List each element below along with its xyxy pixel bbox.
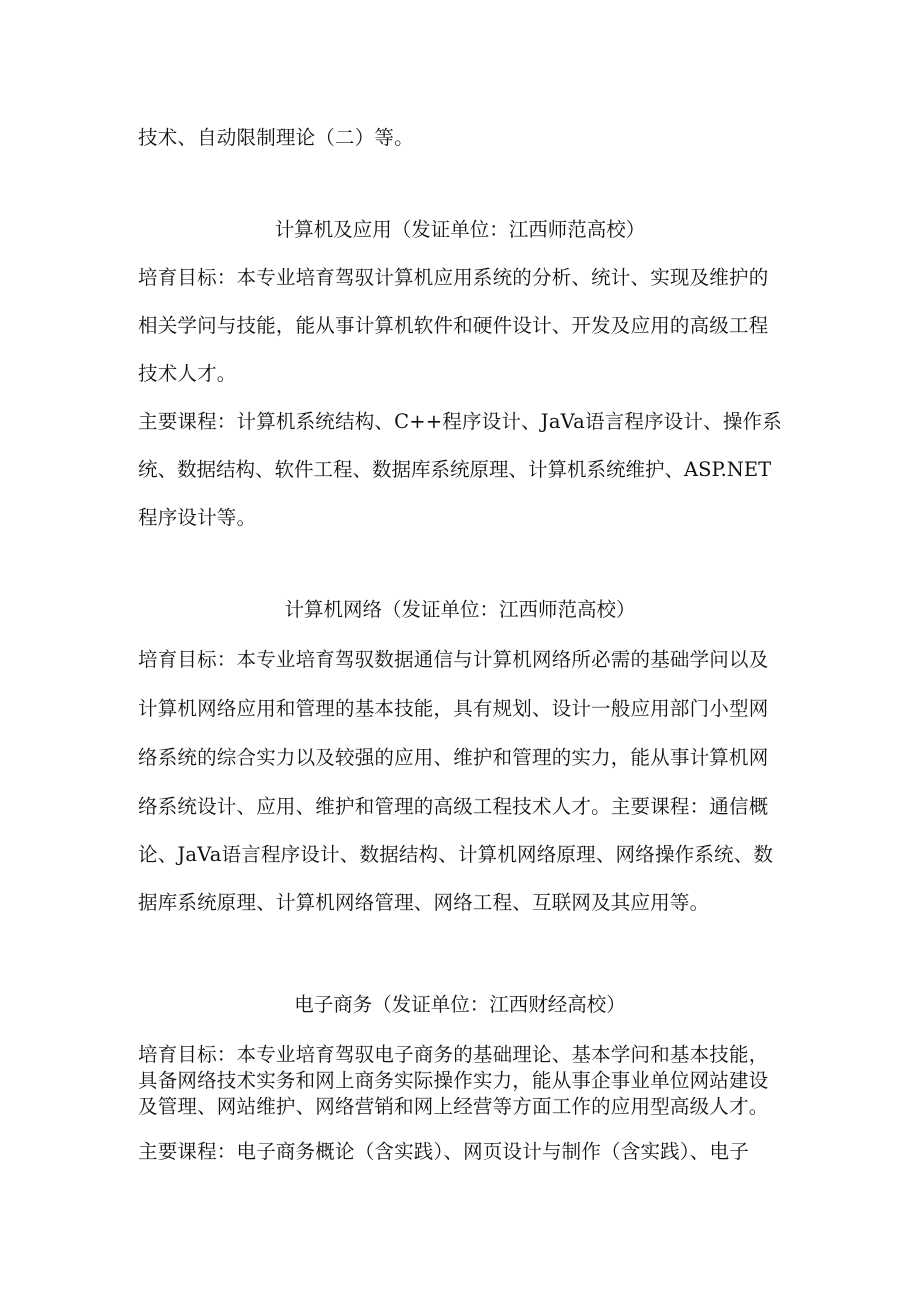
paragraph-line: 络系统的综合实力以及较强的应用、维护和管理的实力，能从事计算机网 (138, 746, 769, 769)
paragraph-line: 及管理、网站维护、网络营销和网上经营等方面工作的应用型高级人才。 (138, 1095, 769, 1118)
paragraph-line: 据库系统原理、计算机网络管理、网络工程、互联网及其应用等。 (138, 891, 710, 914)
paragraph-line: 程序设计等。 (138, 506, 257, 529)
paragraph-line: 相关学问与技能，能从事计算机软件和硬件设计、开发及应用的高级工程 (138, 314, 769, 337)
paragraph-line: 技术人才。 (138, 362, 237, 385)
paragraph-line: 统、数据结构、软件工程、数据库系统原理、计算机系统维护、ASP.NET (138, 458, 772, 481)
paragraph-line: 计算机网络应用和管理的基本技能，具有规划、设计一般应用部门小型网 (138, 697, 769, 720)
paragraph-line: 主要课程：电子商务概论（含实践）、网页设计与制作（含实践）、电子 (138, 1140, 749, 1163)
paragraph-line: 培育目标：本专业培育驾驭数据通信与计算机网络所必需的基础学问以及 (138, 648, 769, 671)
paragraph-line: 络系统设计、应用、维护和管理的高级工程技术人才。主要课程：通信概 (138, 795, 769, 818)
paragraph-line: 具备网络技术实务和网上商务实际操作实力，能从事企事业单位网站建设 (138, 1069, 769, 1092)
paragraph-line: 培育目标：本专业培育驾驭电子商务的基础理论、基本学问和基本技能， (138, 1043, 769, 1066)
paragraph-line: 论、JaVa语言程序设计、数据结构、计算机网络原理、网络操作系统、数 (138, 843, 774, 866)
paragraph-line: 主要课程：计算机系统结构、C++程序设计、JaVa语言程序设计、操作系 (138, 410, 782, 433)
section-heading-e-commerce: 电子商务（发证单位：江西财经高校） (294, 993, 626, 1016)
section-heading-computer-network: 计算机网络（发证单位：江西师范高校） (284, 598, 636, 621)
paragraph-line: 培育目标：本专业培育驾驭计算机应用系统的分析、统计、实现及维护的 (138, 266, 769, 289)
section-heading-computer-application: 计算机及应用（发证单位：江西师范高校） (274, 218, 646, 241)
intro-tail-line: 技术、自动限制理论（二）等。 (138, 126, 414, 149)
